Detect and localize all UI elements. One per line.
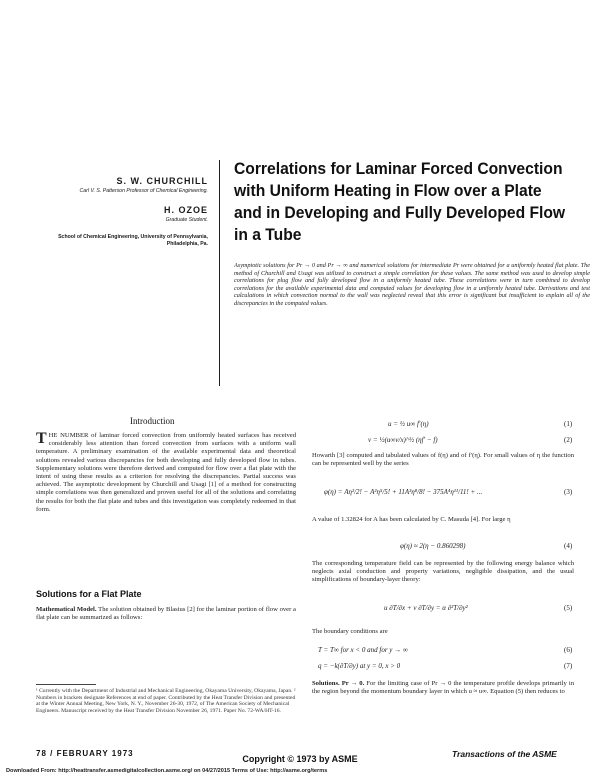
paragraph — [312, 680, 574, 696]
intro-paragraph — [36, 432, 296, 514]
equation-4: φ(η) ≈ 2(η − 0.860298) — [400, 542, 466, 550]
intro-text: HE NUMBER of laminar forced convection from uniformly heated surfaces has received considerably less attention than forced convection from surfaces with a uniform wall temperature. A preliminary examination of the available experimental data and theoretical solutions revealed various discrepancies for both developing and fully developed flow in tubes. Supplementary solutions were therefore derived and computed for flow over a flat plate with the intent of using these results as a criterion for resolving the discrepancies. Partial success was achieved. The asymptotic development by Churchill and Usagi [1] of a method for constructing simple correlations was then generalized and proven useful for all of the solutions and correlating the results for both the flat plate and tubes and this investigation was completely redeemed in that form. — [36, 432, 296, 513]
subheading: Solutions. Pr → 0. — [312, 680, 365, 687]
equation-1: u = ½ u∞ f′(η) — [388, 420, 429, 428]
author-affiliation: Graduate Student. — [165, 217, 208, 223]
equation-5: u ∂T/∂x + v ∂T/∂y = α ∂²T/∂y² — [384, 604, 468, 612]
author-affiliation: Carl V. S. Patterson Professor of Chemical Engineering. — [79, 188, 208, 194]
author-name: H. OZOE — [163, 205, 208, 215]
equation-number: (4) — [564, 542, 573, 550]
author-block — [58, 176, 208, 258]
paragraph: The boundary conditions are — [312, 628, 388, 635]
boundary-condition-2: q = −k(∂T/∂y) at y = 0, x > 0 — [318, 662, 401, 670]
drop-cap: T — [36, 430, 47, 447]
equation-number: (1) — [564, 420, 573, 428]
section-heading-introduction: Introduction — [130, 416, 175, 426]
equation-3: φ(η) = Aη²/2! − A²η⁵/5! + 11A³η⁸/8! − 375A⁴η¹¹/11! + ... — [324, 488, 483, 496]
download-notice: Downloaded From: http://heattransfer.asmedigitalcollection.asme.org/ on 04/27/2015 Terms of Use: http://asme.org/terms — [6, 768, 328, 774]
equation-2: v = ½(u∞ν/x)^½ (ηf′ − f) — [368, 436, 438, 444]
equation-number: (5) — [564, 604, 573, 612]
abstract: Asymptotic solutions for Pr → 0 and Pr → ∞ and numerical solutions for intermediate Pr were obtained for a uniformly heated flat plate. The method of Churchill and Usagi was utilized to construct a simple correlation for these values. The same method was used to develop simple correlations for plug flow and fully developed flow in a uniformly heated tube. These correlations were in turn combined to develop correlations for the available experimental data and computed values for developing flow in a uniformly heated tube. Derivations and test calculations in which convection normal to the wall was neglected reveal that this error is significant but insufficient to explain all of the discrepancies in the computed values. — [234, 262, 590, 307]
vertical-rule — [219, 160, 220, 386]
paragraph-text: For the limiting case of Pr → 0 the temperature profile develops primarily in the region beyond the momentum boundary layer in which u ≈ u∞. Equation (5) then reduces to — [312, 680, 574, 696]
institution: School of Chemical Engineering, University of Pennsylvania, Philadelphia, Pa. — [58, 234, 208, 247]
flat-plate-paragraph — [36, 606, 296, 622]
equation-number: (2) — [564, 436, 573, 444]
boundary-condition-1: T = T∞ for x < 0 and for y → ∞ — [318, 646, 408, 654]
copyright: Copyright © 1973 by ASME — [242, 754, 358, 764]
journal-name: Transactions of the ASME — [452, 749, 557, 759]
flat-plate-text: The solution obtained by Blasius [2] for the laminar portion of flow over a flat plate can be summarized as follows: — [36, 606, 296, 622]
paragraph: The corresponding temperature field can be represented by the following energy balance which neglects axial conduction and property variations, negligible dissipation, and the usual simplifications of boundary-layer theory: — [312, 560, 574, 584]
equation-number: (6) — [564, 646, 573, 654]
page-number: 78 / FEBRUARY 1973 — [36, 749, 134, 758]
paper-title: Correlations for Laminar Forced Convection with Uniform Heating in Flow over a Plate and in Developing and Fully Developed Flow in a Tube — [234, 159, 566, 244]
equation-number: (3) — [564, 488, 573, 496]
subheading: Mathematical Model. — [36, 606, 97, 613]
author-name: S. W. CHURCHILL — [116, 176, 208, 186]
equation-number: (7) — [564, 662, 573, 670]
footnote-rule — [36, 684, 96, 685]
section-heading-flat-plate: Solutions for a Flat Plate — [36, 589, 142, 599]
paragraph: A value of 1.32824 for A has been calculated by C. Masuda [4]. For large η — [312, 516, 511, 523]
footnote: ¹ Currently with the Department of Industrial and Mechanical Engineering, Okayama University, Okayama, Japan. ² Numbers in brackets designate References at end of paper. Contributed by the Heat Transfer Division and presented at the Winter Annual Meeting, New York, N. Y., November 26-30, 1972, of The American Society of Mechanical Engineers. Manuscript received by the Heat Transfer Division November 26, 1971. Paper No. 72-WA/HT-16. — [36, 688, 296, 714]
paragraph: Howarth [3] computed and tabulated values of f(η) and of f′(η). For small values of η the function can be represented well by the series — [312, 452, 574, 468]
